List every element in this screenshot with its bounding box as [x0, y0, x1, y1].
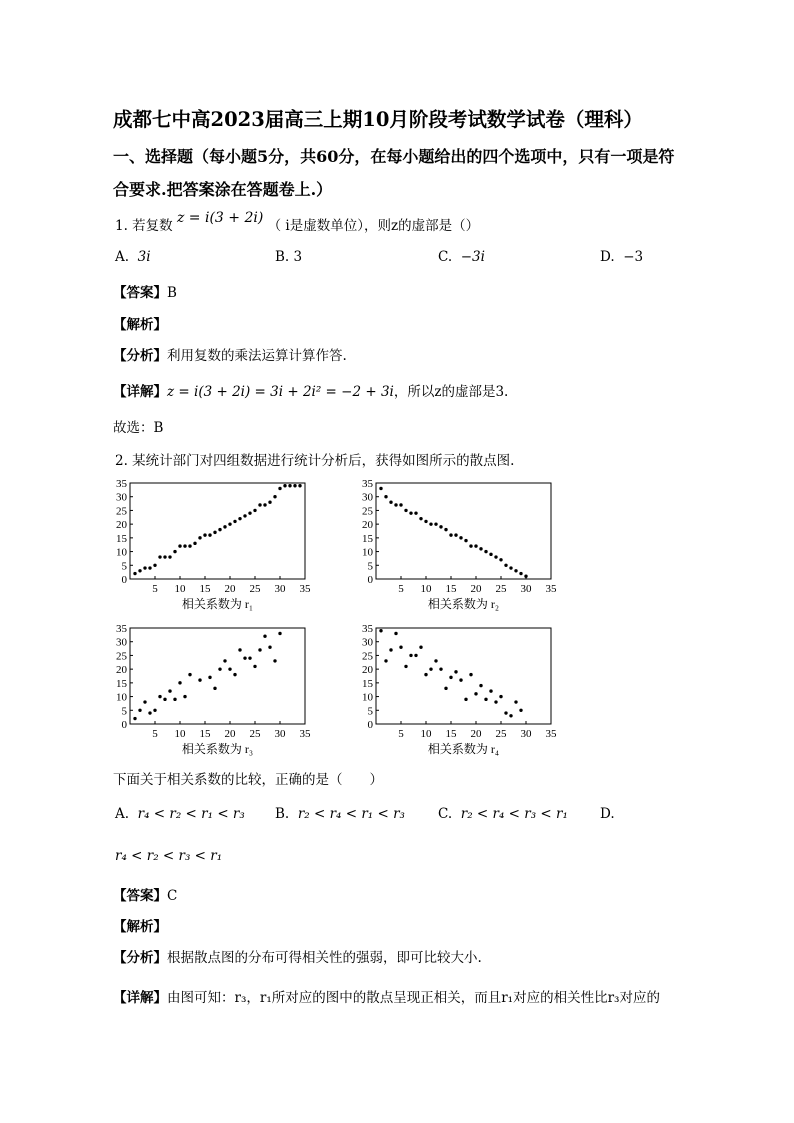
data-point — [243, 514, 246, 517]
data-point — [454, 533, 457, 536]
data-point — [233, 673, 236, 676]
data-point — [414, 511, 417, 514]
data-point — [133, 717, 136, 720]
data-point — [213, 531, 216, 534]
q2-answer: 【答案】C — [113, 888, 178, 904]
section-heading-line2: 合要求.把答案涂在答题卷上.） — [113, 180, 333, 199]
data-point — [414, 654, 417, 657]
data-point — [258, 503, 261, 506]
q2-option-d-value: r₄ < r₂ < r₃ < r₁ — [115, 848, 223, 864]
data-point — [208, 676, 211, 679]
data-point — [183, 695, 186, 698]
data-point — [238, 648, 241, 651]
data-point — [173, 550, 176, 553]
data-point — [469, 673, 472, 676]
x-axis-label: 相关系数为 r₁ — [181, 597, 254, 611]
data-point — [389, 648, 392, 651]
x-tick-label: 10 — [420, 728, 432, 740]
y-tick-label: 30 — [116, 491, 127, 504]
x-tick-label: 10 — [174, 583, 186, 595]
y-tick-label: 30 — [116, 636, 127, 649]
data-point — [424, 520, 427, 523]
y-tick-label: 15 — [116, 677, 127, 690]
data-point — [464, 698, 467, 701]
x-tick-label: 10 — [420, 583, 432, 595]
data-point — [379, 487, 382, 490]
data-point — [449, 533, 452, 536]
data-point — [494, 555, 497, 558]
q1-formula: z = i(3 + 2i) — [176, 210, 264, 226]
y-tick-label: 0 — [121, 574, 127, 586]
data-point — [499, 695, 502, 698]
data-point — [193, 542, 196, 545]
data-point — [404, 665, 407, 668]
q1-option-a: A. 3i — [115, 249, 151, 265]
data-point — [439, 667, 442, 670]
data-point — [248, 511, 251, 514]
data-point — [203, 533, 206, 536]
data-point — [479, 547, 482, 550]
q2-analysis-tag: 【解析】 — [113, 919, 167, 935]
page-title: 成都七中高2023届高三上期10月阶段考试数学试卷（理科） — [113, 108, 643, 131]
y-tick-label: 5 — [367, 705, 373, 718]
x-axis-label: 相关系数为 r₃ — [181, 742, 254, 756]
data-point — [479, 684, 482, 687]
data-point — [153, 564, 156, 567]
data-point — [238, 517, 241, 520]
q1-analysis-tag: 【解析】 — [113, 317, 167, 333]
data-point — [273, 495, 276, 498]
x-tick-label: 20 — [470, 583, 482, 595]
y-tick-label: 0 — [367, 719, 373, 731]
data-point — [404, 509, 407, 512]
data-point — [429, 522, 432, 525]
data-point — [519, 709, 522, 712]
data-point — [283, 484, 286, 487]
data-point — [278, 632, 281, 635]
q2-stem: 2. 某统计部门对四组数据进行统计分析后，获得如图所示的散点图. — [115, 453, 515, 469]
data-point — [389, 501, 392, 504]
x-tick-label: 5 — [398, 583, 404, 595]
data-point — [273, 659, 276, 662]
x-tick-label: 5 — [398, 728, 404, 740]
y-tick-label: 10 — [116, 691, 127, 704]
x-tick-label: 5 — [152, 728, 158, 740]
data-point — [454, 670, 457, 673]
data-point — [188, 673, 191, 676]
y-tick-label: 0 — [121, 719, 127, 731]
data-point — [288, 484, 291, 487]
y-tick-label: 25 — [362, 505, 373, 518]
q1-option-c: C. −3i — [438, 249, 485, 265]
data-point — [459, 536, 462, 539]
q1-fenxi: 【分析】利用复数的乘法运算计算作答. — [113, 348, 347, 364]
x-tick-label: 30 — [520, 728, 532, 740]
data-point — [208, 533, 211, 536]
data-point — [409, 511, 412, 514]
q1-conclusion: 故选：B — [113, 420, 164, 436]
data-point — [213, 687, 216, 690]
data-point — [409, 654, 412, 657]
data-point — [243, 656, 246, 659]
y-tick-label: 15 — [362, 677, 373, 690]
data-point — [278, 487, 281, 490]
data-point — [474, 544, 477, 547]
scatter-chart-r3 — [108, 620, 323, 760]
y-tick-label: 25 — [116, 650, 127, 663]
data-point — [168, 689, 171, 692]
y-tick-label: 5 — [121, 560, 127, 573]
data-point — [429, 667, 432, 670]
x-tick-label: 25 — [495, 583, 507, 595]
data-point — [474, 692, 477, 695]
data-point — [384, 495, 387, 498]
y-tick-label: 5 — [367, 560, 373, 573]
x-tick-label: 20 — [470, 728, 482, 740]
y-tick-label: 25 — [362, 650, 373, 663]
y-tick-label: 5 — [121, 705, 127, 718]
x-tick-label: 10 — [174, 728, 186, 740]
data-point — [394, 632, 397, 635]
y-tick-label: 20 — [362, 664, 373, 677]
x-tick-label: 15 — [199, 583, 211, 595]
data-point — [484, 550, 487, 553]
data-point — [148, 711, 151, 714]
x-tick-label: 15 — [445, 728, 457, 740]
data-point — [494, 700, 497, 703]
data-point — [514, 700, 517, 703]
data-point — [444, 528, 447, 531]
q2-fenxi: 【分析】根据散点图的分布可得相关性的强弱，即可比较大小. — [113, 950, 482, 966]
q1-option-d: D. −3 — [600, 249, 644, 265]
data-point — [253, 665, 256, 668]
data-point — [459, 678, 462, 681]
data-point — [223, 659, 226, 662]
y-tick-label: 0 — [367, 574, 373, 586]
scatter-chart-r1 — [108, 475, 323, 615]
data-point — [178, 681, 181, 684]
plot-frame — [376, 628, 551, 724]
x-tick-label: 20 — [224, 583, 236, 595]
q1-detail: 【详解】z = i(3 + 2i) = 3i + 2i² = −2 + 3i，所以z的虚部是3. — [113, 384, 509, 400]
data-point — [419, 517, 422, 520]
x-tick-label: 35 — [545, 728, 557, 740]
q1-option-b: B. 3 — [275, 249, 303, 265]
data-point — [173, 698, 176, 701]
q2-detail: 【详解】由图可知：r₃，r₁所对应的图中的散点呈现正相关，而且r₁对应的相关性比r₃对应的 — [113, 990, 660, 1006]
data-point — [514, 569, 517, 572]
data-point — [524, 575, 527, 578]
y-tick-label: 35 — [116, 623, 127, 635]
data-point — [248, 656, 251, 659]
data-point — [143, 566, 146, 569]
x-tick-label: 25 — [249, 728, 261, 740]
data-point — [163, 555, 166, 558]
x-tick-label: 15 — [445, 583, 457, 595]
section-heading-line1: 一、选择题（每小题5分，共60分，在每小题给出的四个选项中，只有一项是符 — [113, 147, 675, 166]
data-point — [218, 528, 221, 531]
x-tick-label: 5 — [152, 583, 158, 595]
data-point — [233, 520, 236, 523]
data-point — [153, 709, 156, 712]
data-point — [464, 539, 467, 542]
data-point — [434, 659, 437, 662]
plot-frame — [376, 483, 551, 579]
q2-question: 下面关于相关系数的比较，正确的是（ ） — [113, 772, 383, 788]
data-point — [268, 501, 271, 504]
x-tick-label: 35 — [299, 583, 311, 595]
y-tick-label: 35 — [116, 478, 127, 490]
data-point — [379, 629, 382, 632]
x-tick-label: 20 — [224, 728, 236, 740]
y-tick-label: 15 — [116, 532, 127, 545]
data-point — [399, 503, 402, 506]
data-point — [253, 509, 256, 512]
data-point — [504, 711, 507, 714]
scatter-chart-r2 — [354, 475, 569, 615]
y-tick-label: 20 — [362, 519, 373, 532]
q1-stem-post: （ i是虚数单位），则z的虚部是（） — [267, 218, 480, 234]
data-point — [519, 572, 522, 575]
y-tick-label: 15 — [362, 532, 373, 545]
x-tick-label: 15 — [199, 728, 211, 740]
q1-stem-pre: 1. 若复数 — [115, 218, 173, 234]
data-point — [419, 646, 422, 649]
data-point — [228, 522, 231, 525]
scatter-chart-r4 — [354, 620, 569, 760]
data-point — [444, 687, 447, 690]
data-point — [188, 544, 191, 547]
x-tick-label: 30 — [274, 583, 286, 595]
data-point — [168, 555, 171, 558]
data-point — [484, 698, 487, 701]
data-point — [158, 555, 161, 558]
data-point — [258, 648, 261, 651]
data-point — [133, 572, 136, 575]
data-point — [399, 646, 402, 649]
data-point — [138, 569, 141, 572]
data-point — [263, 635, 266, 638]
q1-answer: 【答案】B — [113, 285, 177, 301]
data-point — [469, 544, 472, 547]
y-tick-label: 10 — [116, 546, 127, 559]
x-tick-label: 30 — [274, 728, 286, 740]
q2-option-d: D. — [600, 806, 615, 822]
data-point — [158, 695, 161, 698]
q2-option-c: C. r₂ < r₄ < r₃ < r₁ — [438, 806, 568, 822]
data-point — [489, 689, 492, 692]
data-point — [489, 553, 492, 556]
y-tick-label: 10 — [362, 546, 373, 559]
y-tick-label: 35 — [362, 478, 373, 490]
data-point — [509, 714, 512, 717]
data-point — [394, 503, 397, 506]
data-point — [143, 700, 146, 703]
data-point — [384, 659, 387, 662]
data-point — [439, 525, 442, 528]
data-point — [228, 667, 231, 670]
data-point — [178, 544, 181, 547]
data-point — [509, 566, 512, 569]
data-point — [268, 646, 271, 649]
q2-option-b: B. r₂ < r₄ < r₁ < r₃ — [275, 806, 405, 822]
x-tick-label: 35 — [299, 728, 311, 740]
data-point — [298, 484, 301, 487]
y-tick-label: 10 — [362, 691, 373, 704]
q2-option-a: A. r₄ < r₂ < r₁ < r₃ — [115, 806, 245, 822]
y-tick-label: 30 — [362, 491, 373, 504]
x-axis-label: 相关系数为 r₄ — [427, 742, 500, 756]
x-tick-label: 30 — [520, 583, 532, 595]
y-tick-label: 20 — [116, 664, 127, 677]
data-point — [263, 503, 266, 506]
x-tick-label: 25 — [249, 583, 261, 595]
data-point — [223, 525, 226, 528]
y-tick-label: 20 — [116, 519, 127, 532]
q1-stem — [115, 210, 480, 234]
y-tick-label: 30 — [362, 636, 373, 649]
data-point — [499, 558, 502, 561]
data-point — [293, 484, 296, 487]
data-point — [424, 673, 427, 676]
y-tick-label: 35 — [362, 623, 373, 635]
y-tick-label: 25 — [116, 505, 127, 518]
data-point — [183, 544, 186, 547]
data-point — [163, 698, 166, 701]
x-tick-label: 35 — [545, 583, 557, 595]
x-axis-label: 相关系数为 r₂ — [427, 597, 500, 611]
data-point — [148, 566, 151, 569]
data-point — [449, 676, 452, 679]
x-tick-label: 25 — [495, 728, 507, 740]
data-point — [504, 564, 507, 567]
data-point — [218, 667, 221, 670]
data-point — [138, 709, 141, 712]
data-point — [198, 536, 201, 539]
data-point — [198, 678, 201, 681]
data-point — [434, 522, 437, 525]
